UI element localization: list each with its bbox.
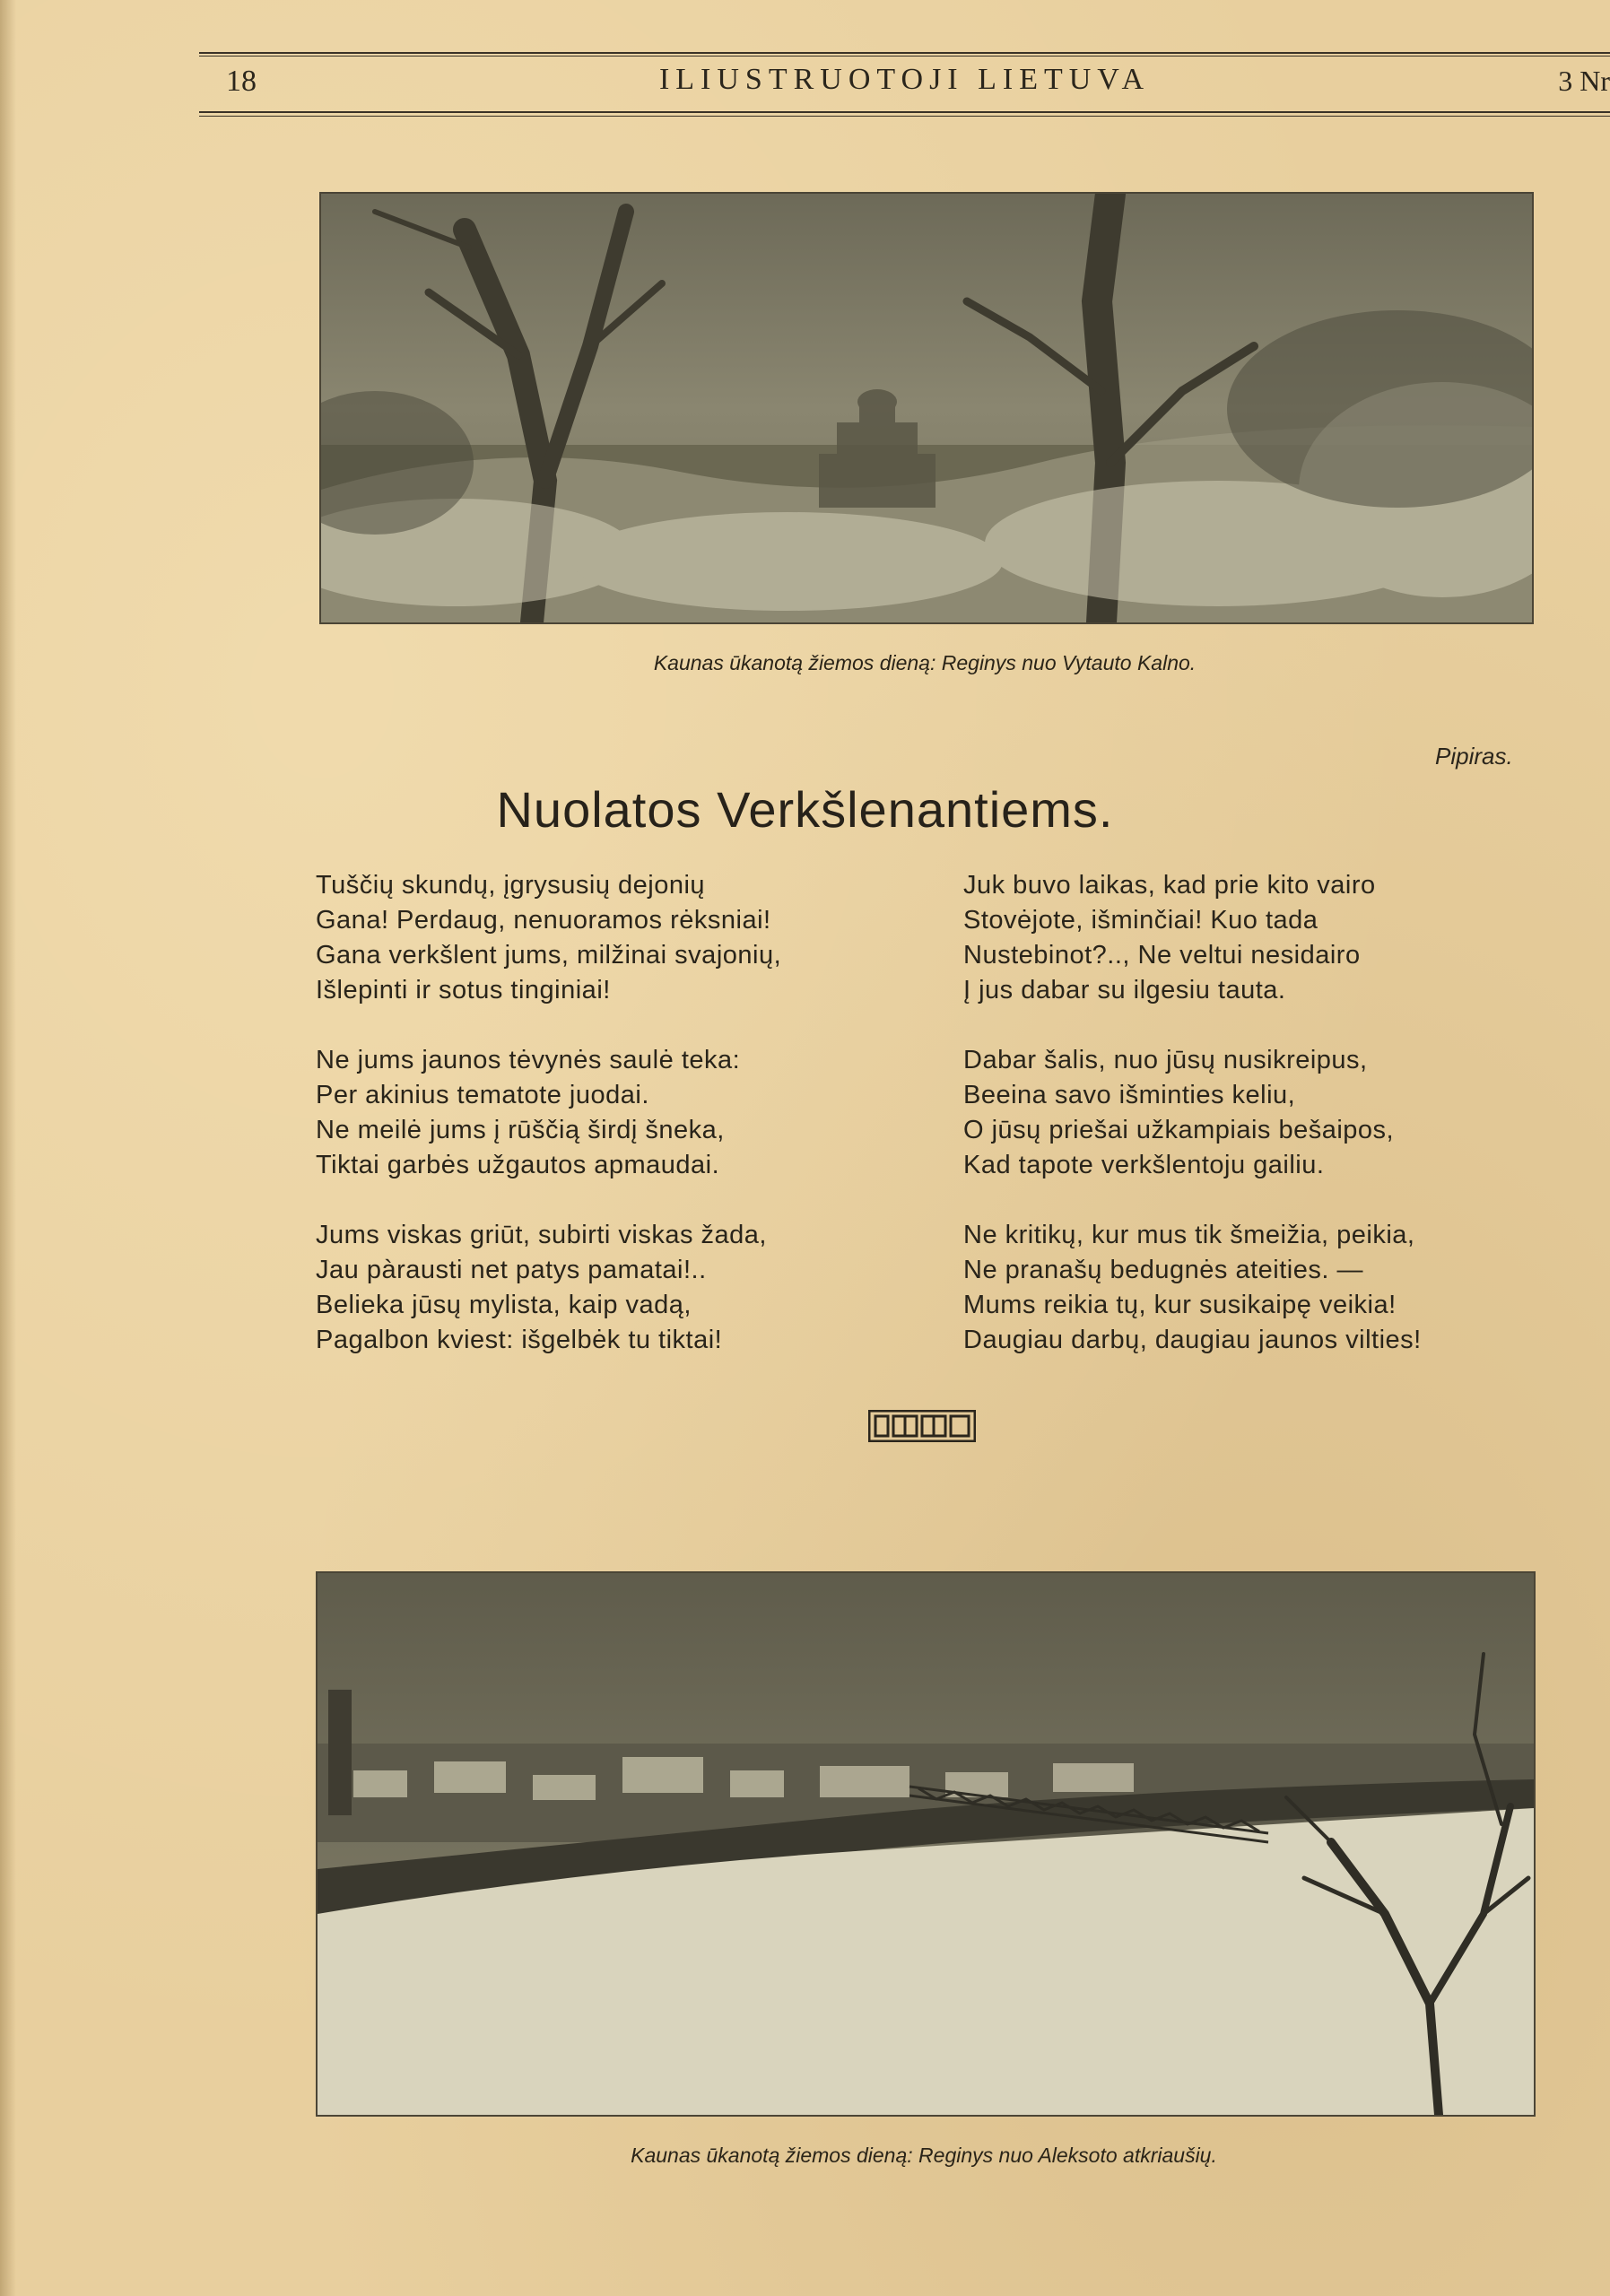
stanza [316, 1218, 781, 1358]
header-rule-top [199, 52, 1610, 54]
verse-line: Jau pàrausti net patys pamatai!.. [316, 1256, 707, 1284]
verse-line: Daugiau darbų, daugiau jaunos vilties! [963, 1326, 1422, 1354]
winter-river-image [318, 1573, 1534, 2115]
stanza [963, 1218, 1422, 1358]
verse-line: Mums reikia tų, kur susikaipę veikia! [963, 1291, 1397, 1319]
page-header [199, 57, 1610, 108]
header-rule-bottom-thin [199, 116, 1610, 117]
verse-line: Jums viskas griūt, subirti viskas žada, [316, 1221, 767, 1249]
verse-line: Dabar šalis, nuo jūsų nusikreipus, [963, 1046, 1368, 1074]
poem-title: Nuolatos Verkšlenantiems. [496, 781, 1114, 838]
winter-landscape-image [321, 194, 1532, 622]
photo-caption-top: Kaunas ūkanotą žiemos dieną: Reginys nuo Vytauto Kalno. [653, 651, 1197, 674]
stanza [316, 1043, 781, 1183]
verse-line: Ne kritikų, kur mus tik šmeižia, peikia, [963, 1221, 1415, 1249]
photo-vytautas-hill [319, 192, 1534, 624]
verse-line: Kad tapote verkšlentoju gailiu. [963, 1151, 1325, 1179]
header-rule-top-thin [199, 56, 1610, 57]
verse-line: Ne pranašų bedugnės ateities. — [963, 1256, 1363, 1284]
ornament-divider-icon [868, 1410, 976, 1442]
verse-line: O jūsų priešai užkampiais bešaipos, [963, 1116, 1395, 1144]
verse-line: Juk buvo laikas, kad prie kito vairo [963, 871, 1376, 900]
verse-line: Pagalbon kviest: išgelbėk tu tiktai! [316, 1326, 723, 1354]
header-rule-bottom [199, 111, 1610, 113]
verse-line: Tuščių skundų, įgrysusių dejonių [316, 871, 706, 900]
poem-column-right [963, 868, 1422, 1393]
issue-number: 3 Nr [1558, 65, 1610, 97]
verse-line: Tiktai garbės užgautos apmaudai. [316, 1151, 720, 1179]
stanza [963, 868, 1422, 1008]
photo-aleksotas-slopes [316, 1571, 1536, 2117]
verse-line: Stovėjote, išminčiai! Kuo tada [963, 906, 1318, 935]
stanza [316, 868, 781, 1008]
verse-line: Ne jums jaunos tėvynės saulė teka: [316, 1046, 741, 1074]
verse-line: Į jus dabar su ilgesiu tauta. [963, 976, 1286, 1004]
verse-line: Ne meilė jums į rūščią širdį šneka, [316, 1116, 725, 1144]
verse-line: Nustebinot?.., Ne veltui nesidairo [963, 941, 1361, 970]
verse-line: Per akinius tematote juodai. [316, 1081, 649, 1109]
stanza [963, 1043, 1422, 1183]
verse-line: Belieka jūsų mylista, kaip vadą, [316, 1291, 692, 1319]
poem-author: Pipiras. [1435, 743, 1513, 770]
poem-column-left [316, 868, 781, 1393]
page-edge-shadow [0, 0, 16, 2296]
verse-line: Išlepinti ir sotus tinginiai! [316, 976, 611, 1004]
verse-line: Beeina savo išminties keliu, [963, 1081, 1296, 1109]
magazine-title: ILIUSTRUOTOJI LIETUVA [658, 63, 1151, 96]
verse-line: Gana verkšlent jums, milžinai svajonių, [316, 941, 782, 970]
page-number: 18 [226, 65, 257, 98]
photo-caption-bottom: Kaunas ūkanotą žiemos dieną: Reginys nuo Aleksoto atkriaušių. [631, 2144, 1217, 2167]
verse-line: Gana! Perdaug, nenuoramos rėksniai! [316, 906, 771, 935]
